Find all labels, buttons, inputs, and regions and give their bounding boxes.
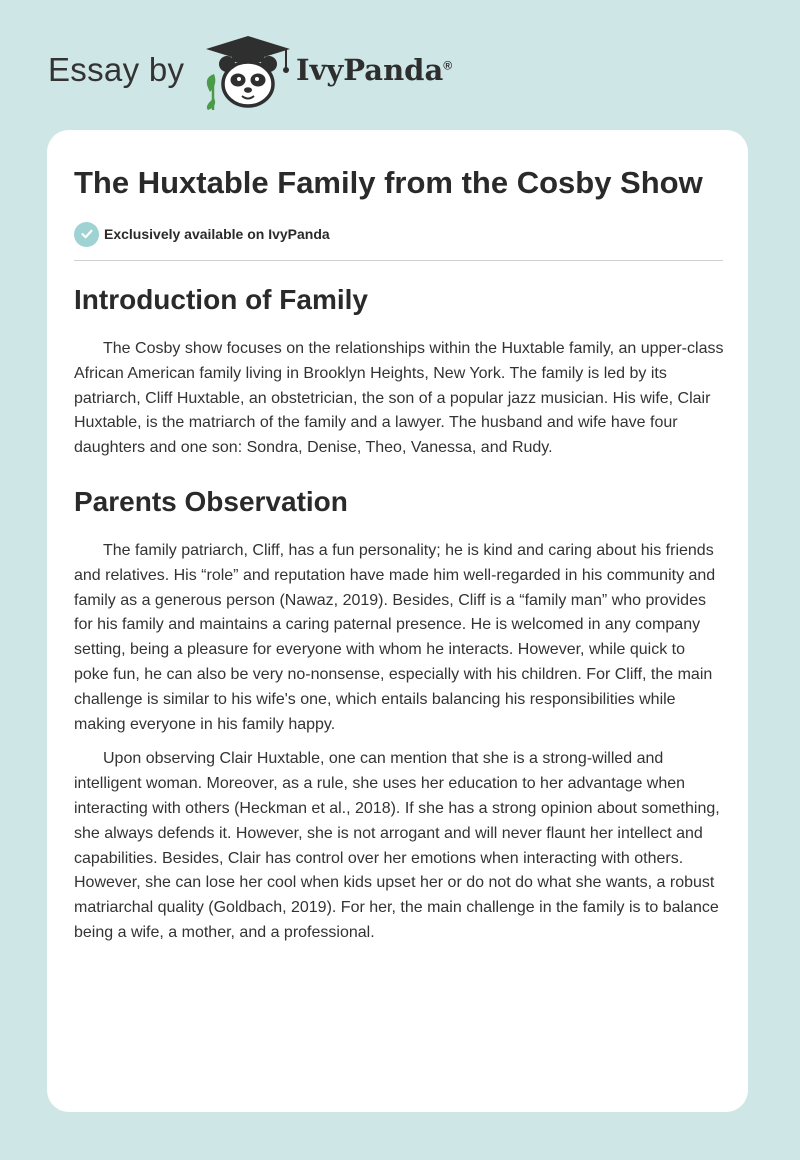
panda-graduate-icon (202, 34, 294, 110)
exclusive-badge-label: Exclusively available on IvyPanda (104, 226, 330, 242)
section-heading-parents-observation: Parents Observation (74, 485, 348, 517)
brand-name-text: IvyPanda (296, 53, 444, 87)
essay-card (47, 130, 748, 1112)
exclusive-badge (74, 221, 724, 247)
essay-content (74, 162, 724, 946)
paragraph-cliff: The family patriarch, Cliff, has a fun personality; he is kind and caring about his friends and relatives. His “role” and reputation have made him well-regarded in his community and family as a generous person (Nawaz, 2019). Besides, Cliff is a “family man” who provides for his family and maintains a caring paternal presence. He is welcomed in any company setting, being a pleasure for everyone with whom he interacts. However, while quick to poke fun, he can also be very no-nonsense, especially with his children. For Cliff, the main challenge is similar to his wife's one, which entails balancing his responsibilities while making everyone in his family happy. (74, 541, 716, 733)
brand-name (296, 53, 452, 87)
essay-title: The Huxtable Family from the Cosby Show (74, 165, 703, 200)
paragraph-introduction: The Cosby show focuses on the relationships within the Huxtable family, an upper-class African American family living in Brooklyn Heights, New York. The family is led by its patriarch, Cliff Huxtable, an obstetrician, the son of a popular jazz musician. His wife, Clair Huxtable, is the matriarch of the family and a lawyer. The husband and wife have four daughters and one son: Sondra, Denise, Theo, Vanessa, and Rudy. (74, 340, 724, 457)
section-heading-introduction: Introduction of Family (74, 284, 368, 315)
paragraph-clair: Upon observing Clair Huxtable, one can mention that she is a strong-willed and intelligent woman. Moreover, as a rule, she uses her education to her advantage when interacting with others (Heckman et al., 2018). If she has a strong opinion about something, she always defends it. However, she is not arrogant and will never flaunt her intellect and capabilities. Besides, Clair has control over her emotions when interacting with others. However, she can lose her cool when kids upset her or do not do what she wants, a robust matriarchal quality (Goldbach, 2019). For her, the main challenge in the family is to balance being a wife, a mother, and a professional. (74, 750, 720, 941)
check-circle-icon (74, 222, 99, 247)
brand-prefix: Essay by (48, 51, 185, 88)
title-divider (74, 260, 723, 261)
brand-header[interactable] (48, 34, 508, 114)
registered-mark: ® (443, 58, 453, 73)
